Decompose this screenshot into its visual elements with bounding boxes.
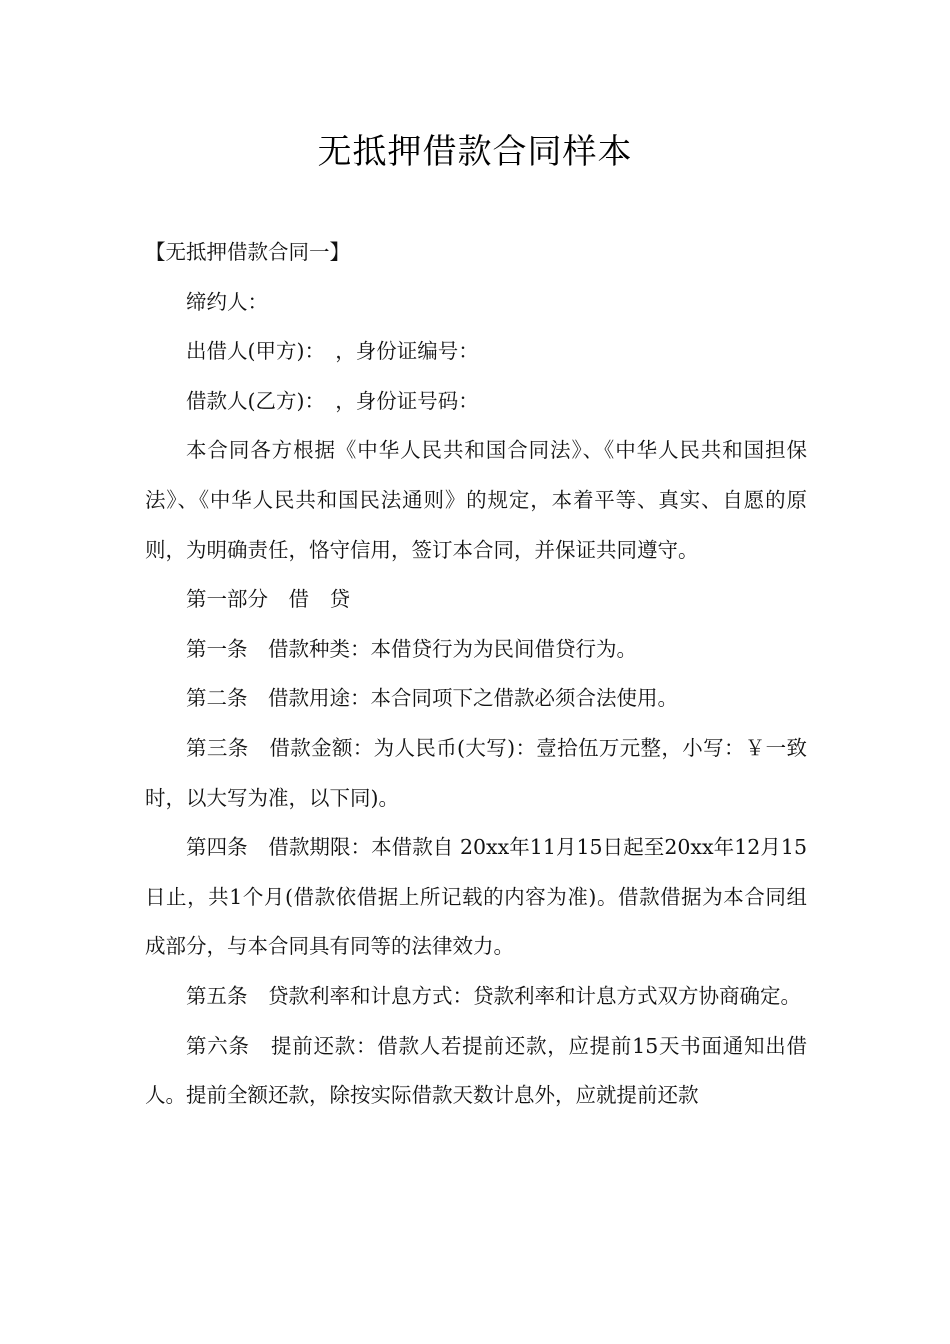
paragraph-preamble: 本合同各方根据《中华人民共和国合同法》、《中华人民共和国担保法》、《中华人民共和国民法通则》的规定，本着平等、真实、自愿的原则，为明确责任，恪守信用，签订本合同，并保证共同遵守。 bbox=[145, 438, 807, 562]
document-body bbox=[145, 228, 807, 1121]
section-heading: 【无抵押借款合同一】 bbox=[145, 240, 350, 264]
document-title: 无抵押借款合同样本 bbox=[317, 132, 633, 172]
paragraph-parties: 缔约人： bbox=[186, 289, 268, 314]
article-4: 第四条 借款期限：本借款自 20xx年11月15日起至20xx年12月15日止，共1个月(借款依借据上所记载的内容为准)。借款借据为本合同组成部分，与本合同具有同等的法律效力。 bbox=[145, 835, 807, 959]
paragraph-borrower: 借款人(乙方)： ，身份证号码： bbox=[186, 388, 479, 413]
article-2: 第二条 借款用途：本合同项下之借款必须合法使用。 bbox=[186, 686, 678, 711]
article-1: 第一条 借款种类：本借贷行为为民间借贷行为。 bbox=[186, 636, 637, 661]
article-3: 第三条 借款金额：为人民币(大写)：壹拾伍万元整，小写：￥一致时，以大写为准，以下同)。 bbox=[145, 735, 807, 810]
part-one-heading: 第一部分 借 贷 bbox=[186, 587, 350, 612]
article-6: 第六条 提前还款：借款人若提前还款，应提前15天书面通知出借人。提前全额还款，除按实际借款天数计息外，应就提前还款 bbox=[145, 1033, 807, 1108]
article-5: 第五条 贷款利率和计息方式：贷款利率和计息方式双方协商确定。 bbox=[186, 983, 801, 1008]
paragraph-lender: 出借人(甲方)： ，身份证编号： bbox=[186, 339, 479, 364]
